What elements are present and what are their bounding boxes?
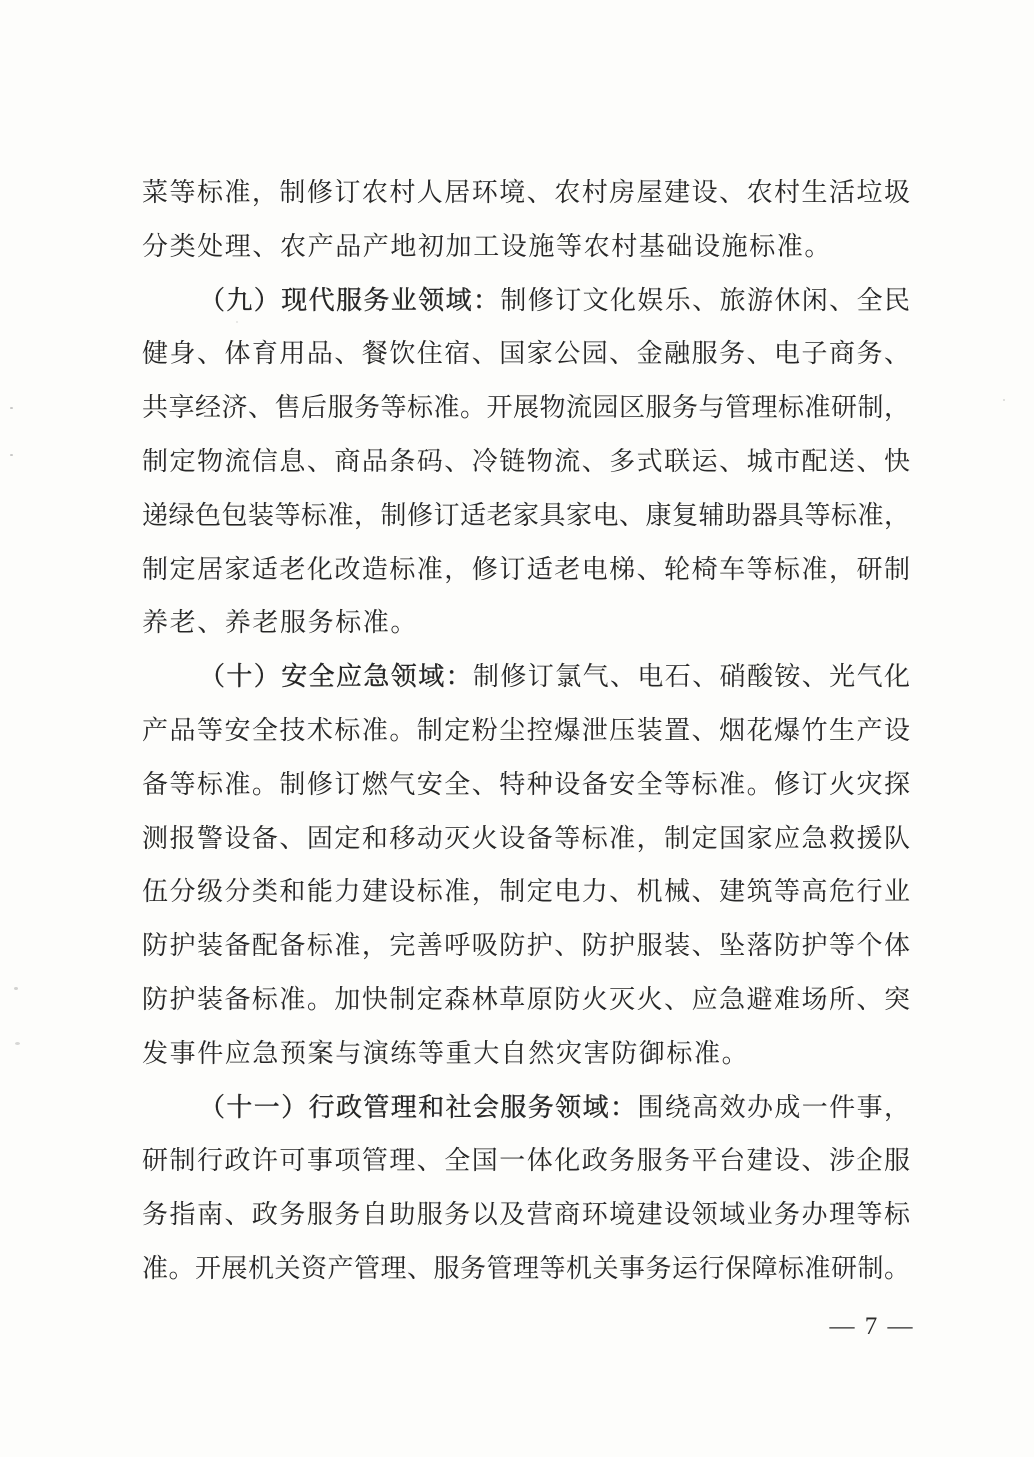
text-line: 制定居家适老化改造标准，修订适老电梯、轮椅车等标准，研制 bbox=[142, 554, 910, 584]
text-line: 备等标准。制修订燃气安全、特种设备安全等标准。修订火灾探 bbox=[142, 769, 910, 799]
text-line: 务指南、政务服务自助服务以及营商环境建设领域业务办理等标 bbox=[142, 1200, 910, 1230]
text-line: 制定物流信息、商品条码、冷链物流、多式联运、城市配送、快 bbox=[142, 446, 910, 476]
text-line: 防护装备标准。加快制定森林草原防火灭火、应急避难场所、突 bbox=[142, 984, 910, 1014]
text-line: 菜等标准，制修订农村人居环境、农村房屋建设、农村生活垃圾 bbox=[142, 178, 910, 207]
text-line: 准。开展机关资产管理、服务管理等机关事务运行保障标准研制。 bbox=[142, 1253, 910, 1283]
text-line: 防护装备配备标准，完善呼吸防护、防护服装、坠落防护等个体 bbox=[142, 931, 910, 961]
text-line: 养老、养老服务标准。 bbox=[142, 608, 419, 638]
scan-speck bbox=[10, 454, 13, 456]
scan-speck bbox=[15, 1042, 20, 1045]
section-heading: （九）现代服务业领域： bbox=[199, 285, 501, 315]
scan-speck bbox=[10, 407, 13, 409]
text-line bbox=[142, 274, 910, 328]
scan-speck bbox=[1003, 399, 1005, 401]
section-heading: （十）安全应急领域： bbox=[199, 662, 473, 692]
text-line: 共享经济、售后服务等标准。开展物流园区服务与管理标准研制， bbox=[142, 393, 910, 423]
text-line: 递绿色包装等标准，制修订适老家具家电、康复辅助器具等标准， bbox=[142, 500, 910, 530]
text-line: 分类处理、农产品产地初加工设施等农村基础设施标准。 bbox=[142, 231, 833, 261]
body-text: 围绕高效办成一件事， bbox=[637, 1092, 910, 1122]
scan-speck bbox=[14, 987, 18, 990]
text-line bbox=[142, 650, 910, 704]
text-line: 测报警设备、固定和移动灭火设备等标准，制定国家应急救援队 bbox=[142, 823, 910, 853]
text-line bbox=[142, 1081, 910, 1135]
text-line: 产品等安全技术标准。制定粉尘控爆泄压装置、烟花爆竹生产设 bbox=[142, 715, 910, 745]
text-line: 伍分级分类和能力建设标准，制定电力、机械、建筑等高危行业 bbox=[142, 877, 910, 907]
page-number: — 7 — bbox=[829, 1313, 915, 1340]
text-line: 发事件应急预案与演练等重大自然灾害防御标准。 bbox=[142, 1038, 750, 1068]
body-text: 制修订氯气、电石、硝酸铵、光气化 bbox=[473, 662, 910, 692]
body-text: 制修订文化娱乐、旅游休闲、全民 bbox=[500, 285, 910, 315]
scan-speck bbox=[236, 321, 238, 323]
document-text-column bbox=[142, 166, 910, 1296]
text-line: 健身、体育用品、餐饮住宿、国家公园、金融服务、电子商务、 bbox=[142, 339, 910, 369]
section-heading: （十一）行政管理和社会服务领域： bbox=[199, 1092, 638, 1122]
text-line: 研制行政许可事项管理、全国一体化政务服务平台建设、涉企服 bbox=[142, 1146, 910, 1176]
